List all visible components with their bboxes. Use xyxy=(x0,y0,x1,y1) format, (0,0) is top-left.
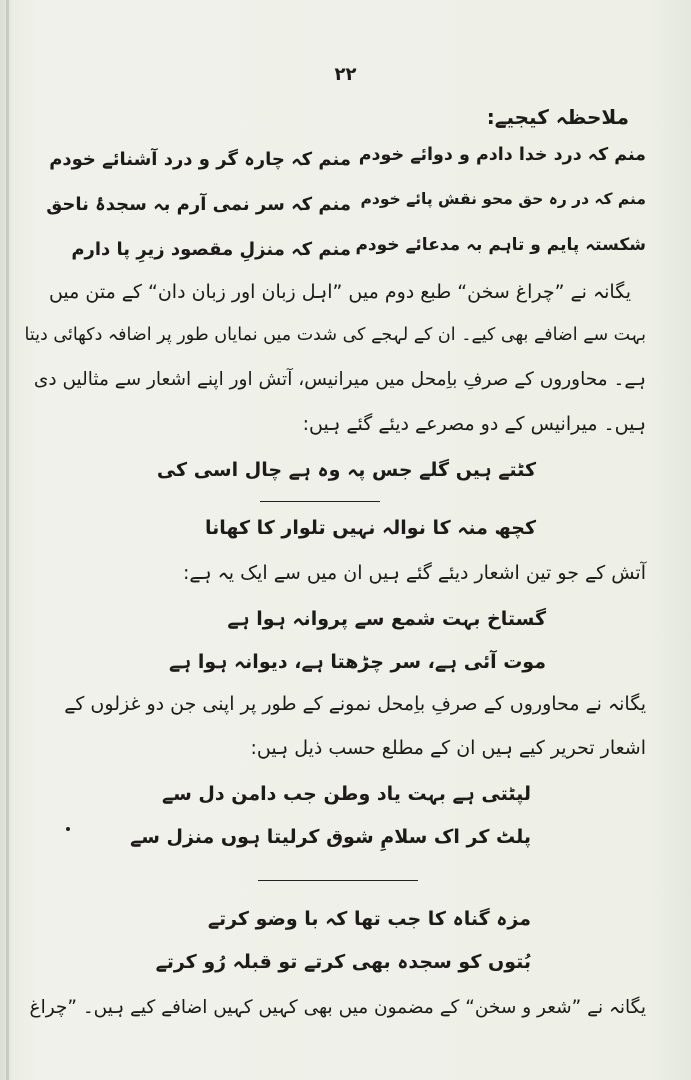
ghazal2-line-1: مزہ گناہ کا جب تھا کہ با وضو کرتے xyxy=(207,908,531,930)
binding-gutter xyxy=(6,0,9,1080)
para2-line-2: اشعار تحریر کیے ہیں ان کے مطلع حسب ذیل ہیں: xyxy=(250,737,646,759)
para1-line-3: ہے۔ محاوروں کے صرفِ باِمحل میں میرانیس، آتش اور اپنے اشعار سے مثالیں دی xyxy=(33,369,646,390)
para1-line-4: ہیں۔ میرانیس کے دو مصرعے دیئے گئے ہیں: xyxy=(302,413,646,435)
closing-line: یگانہ نے ”شعر و سخن“ کے مضمون میں بھی کہیں کہیں اضافے کیے ہیں۔ ”چراغ xyxy=(29,997,646,1018)
anis-line-2: کچھ منہ کا نوالہ نہیں تلوار کا کھانا xyxy=(205,517,536,539)
atish-line-2: موت آئی ہے، سر چڑھتا ہے، دیوانہ ہوا ہے xyxy=(168,651,546,673)
para1-line-2: بہت سے اضافے بھی کیے۔ ان کے لہجے کی شدت میں نمایاں طور پر اضافہ دکھائی دیتا xyxy=(24,325,646,345)
ghazal1-line-2: پلٹ کر اک سلامِ شوق کرلیتا ہوں منزل سے xyxy=(130,826,531,848)
ghazal2-line-2: بُتوں کو سجدہ بھی کرتے تو قبلہ رُو کرتے xyxy=(155,951,531,973)
verse-3-left: منم کہ منزلِ مقصود زیرِ پا دارم xyxy=(71,239,351,260)
para1-line-1: یگانہ نے ”چراغ سخن“ طبع دوم میں ”اہل زبان اور زبان دان“ کے متن میں xyxy=(48,281,631,303)
verse-1-left: منم کہ چارہ گر و درد آشنائے خودم xyxy=(49,149,351,170)
verse-1-right: منم کہ درد خدا دادم و دوائے خودم xyxy=(358,145,646,165)
verse-2-left: منم کہ سر نمی آرم بہ سجدۂ ناحق xyxy=(46,194,351,215)
atish-intro: آتش کے جو تین اشعار دیئے گئے ہیں ان میں سے ایک یہ ہے: xyxy=(182,562,646,584)
ink-dot xyxy=(66,827,70,831)
atish-line-1: گستاخ بہت شمع سے پروانہ ہوا ہے xyxy=(227,608,546,630)
separator-rule-1 xyxy=(260,501,380,502)
verse-3-right: شکستہ پایم و تاہم بہ مدعائے خودم xyxy=(355,235,646,255)
page-number: ۲۲ xyxy=(334,64,357,85)
anis-line-1: کٹتے ہیں گلے جس پہ وہ ہے چال اسی کی xyxy=(156,459,536,481)
section-heading: ملاحظہ کیجیے: xyxy=(486,105,629,129)
verse-2-right: منم کہ در رہ حق محو نقش پائے خودم xyxy=(360,190,646,208)
ghazal1-line-1: لپٹتی ہے بہت یاد وطن جب دامن دل سے xyxy=(162,783,531,805)
para2-line-1: یگانہ نے محاوروں کے صرفِ باِمحل نمونے کے طور پر اپنی جن دو غزلوں کے xyxy=(64,693,646,715)
separator-rule-2 xyxy=(258,880,418,881)
